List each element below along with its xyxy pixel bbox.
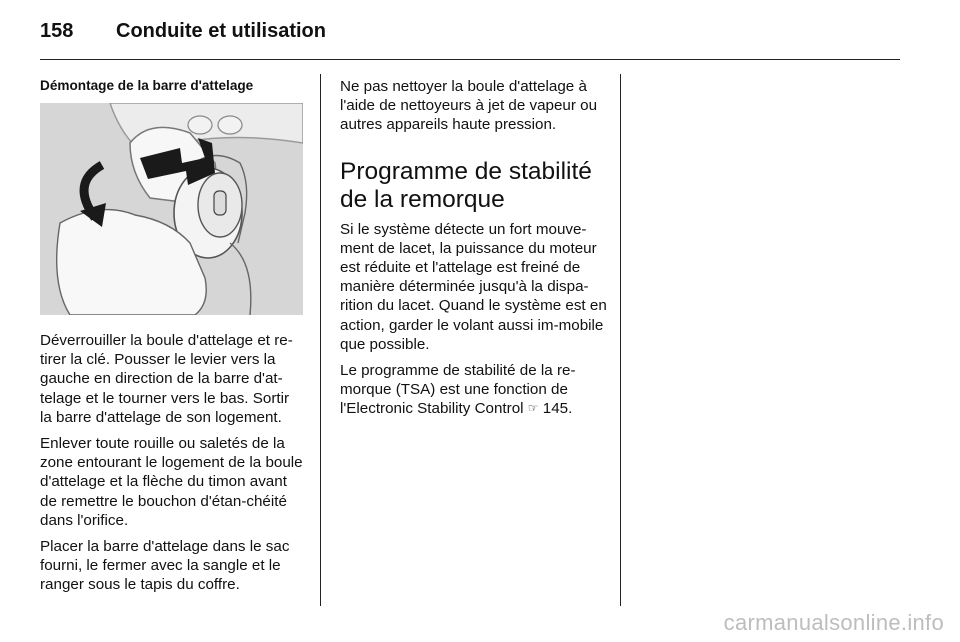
paragraph-3: Placer la barre d'attelage dans le sac fourni, le fermer avec la sangle et le ranger sous le tapis du coffre.: [40, 538, 290, 594]
cross-reference-page[interactable]: 145.: [542, 400, 573, 418]
paragraph-2: Enlever toute rouille ou saletés de la zone entourant le logement de la boule d'attelage et la flèche du timon avant de remettre le bouchon d'étan-chéité dans l'orifice.: [40, 435, 303, 529]
paragraph-tsa-1: Si le système détecte un fort mouve-ment de lacet, la puissance du moteur est réduite et l'attelage est freiné de manière déterminée jusqu'à la dispa-rition du lacet. Quand le système est en action, garder le volant aussi im-mobile que possible.: [340, 220, 607, 353]
middle-column: [340, 77, 608, 426]
section-title: Programme de stabilité de la remorque: [340, 157, 592, 213]
left-column: [40, 77, 305, 602]
page-header: [40, 20, 326, 43]
header-rule: [40, 59, 900, 60]
paragraph-intro: Ne pas nettoyer la boule d'attelage à l'aide de nettoyeurs à jet de vapeur ou autres appareils haute pression.: [340, 78, 598, 134]
tow-bar-figure: [40, 103, 303, 315]
column-divider-2: [620, 74, 621, 606]
paragraph-1: Déverrouiller la boule d'attelage et re-tirer la clé. Pousser le levier vers la gauche en direction de la barre d'at-telage et le tourner vers le bas. Sortir la barre d'attelage de son logement.: [40, 332, 293, 426]
paragraph-tsa-2-text: Le programme de stabilité de la re-morque (TSA) est une fonction de l'Electronic Stability Control: [340, 362, 576, 418]
page-number: 158: [40, 20, 74, 42]
chapter-title: Conduite et utilisation: [116, 20, 326, 42]
watermark: carmanualsonline.info: [723, 610, 944, 635]
column-divider-1: [320, 74, 321, 606]
paragraph-tsa-2: [340, 361, 608, 419]
cross-reference-icon: ☞: [527, 401, 539, 416]
subheading: Démontage de la barre d'attelage: [40, 78, 254, 93]
tow-bar-removal-illustration: [40, 103, 303, 315]
